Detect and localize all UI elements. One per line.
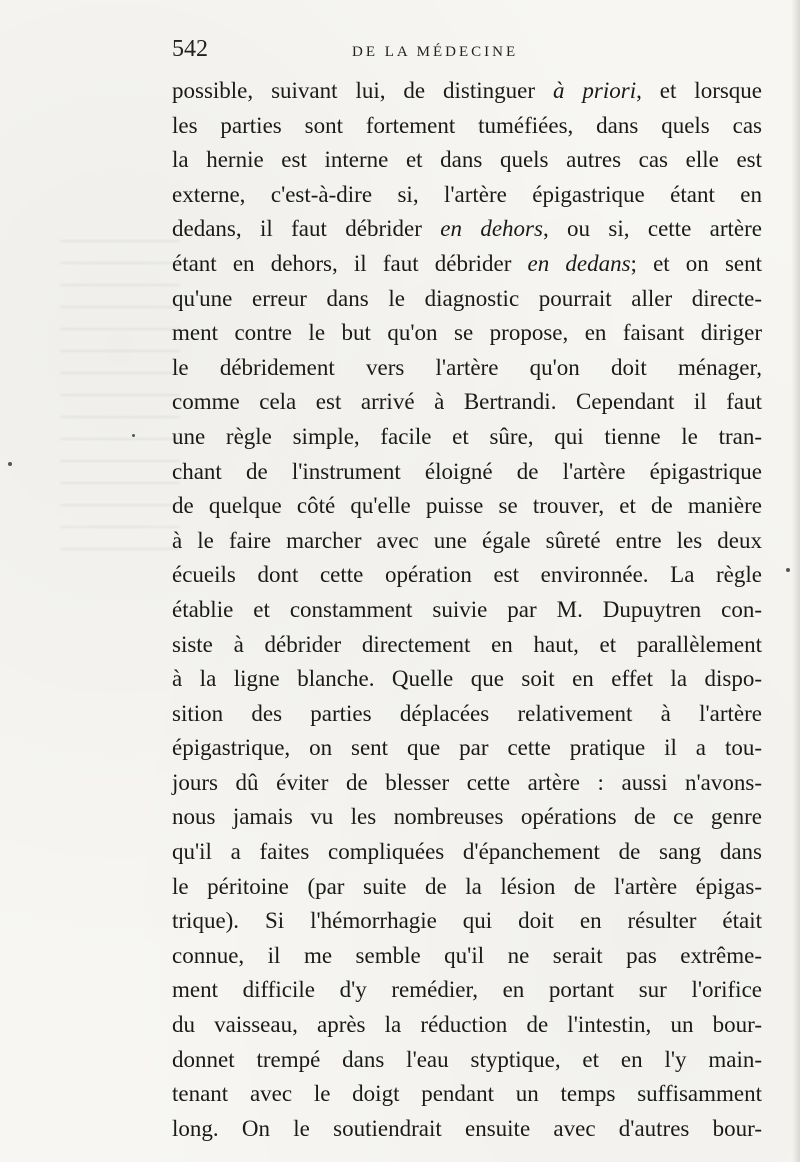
- text-line: le débridement vers l'artère qu'on doit ménager,: [172, 354, 762, 380]
- text-line: ment contre le but qu'on se propose, en faisant diriger: [172, 320, 762, 346]
- text-line: dedans, il faut débrider en dehors, ou si, cette artère: [172, 216, 762, 242]
- text-line: le péritoine (par suite de la lésion de l'artère épigas-: [172, 873, 762, 899]
- text-line: la hernie est interne et dans quels autres cas elle est: [172, 147, 762, 173]
- text-line: connue, il me semble qu'il ne serait pas extrême-: [172, 942, 762, 968]
- text-line: tenant avec le doigt pendant un temps suffisamment: [172, 1081, 762, 1107]
- text-line: à le faire marcher avec une égale sûreté entre les deux: [172, 527, 762, 553]
- text-line: les parties sont fortement tuméfiées, dans quels cas: [172, 112, 762, 138]
- text-line: siste à débrider directement en haut, et parallèlement: [172, 631, 762, 657]
- bleed-through-shadow: [60, 240, 180, 560]
- text-line: une règle simple, facile et sûre, qui tienne le tran-: [172, 423, 762, 449]
- text-line: donnet trempé dans l'eau styptique, et en l'y main-: [172, 1046, 762, 1072]
- text-line: écueils dont cette opération est environnée. La règle: [172, 562, 762, 588]
- text-line: à la ligne blanche. Quelle que soit en effet la dispo-: [172, 666, 762, 692]
- text-line: chant de l'instrument éloigné de l'artère épigastrique: [172, 458, 762, 484]
- speck-mark: [8, 462, 12, 466]
- page-number: 542: [172, 36, 208, 62]
- running-title: DE LA MÉDECINE: [352, 44, 519, 60]
- body-text: [172, 74, 762, 1146]
- text-line: établie et constamment suivie par M. Dupuytren con-: [172, 596, 762, 622]
- text-line: externe, c'est-à-dire si, l'artère épigastrique étant en: [172, 181, 762, 207]
- text-line: de quelque côté qu'elle puisse se trouver, et de manière: [172, 493, 762, 519]
- text-line: long. On le soutiendrait ensuite avec d'autres bour-: [172, 1115, 762, 1141]
- speck-mark: [132, 434, 135, 437]
- text-line: épigastrique, on sent que par cette pratique il a tou-: [172, 735, 762, 761]
- text-line: qu'il a faites compliquées d'épanchement de sang dans: [172, 839, 762, 865]
- page-header: [172, 36, 762, 66]
- text-line: possible, suivant lui, de distinguer à priori, et lorsque: [172, 78, 763, 103]
- text-line: trique). Si l'hémorrhagie qui doit en résulter était: [172, 908, 762, 934]
- text-line: jours dû éviter de blesser cette artère : aussi n'avons-: [172, 769, 762, 795]
- text-line: ment difficile d'y remédier, en portant sur l'orifice: [172, 977, 762, 1003]
- text-line: sition des parties déplacées relativement à l'artère: [172, 700, 762, 726]
- speck-mark: [786, 568, 790, 572]
- text-line: du vaisseau, après la réduction de l'intestin, un bour-: [172, 1012, 762, 1038]
- text-line: nous jamais vu les nombreuses opérations de ce genre: [172, 804, 762, 830]
- text-line: comme cela est arrivé à Bertrandi. Cependant il faut: [172, 389, 762, 415]
- text-line: étant en dehors, il faut débrider en dedans; et on sent: [172, 250, 763, 276]
- text-line: qu'une erreur dans le diagnostic pourrait aller directe-: [172, 285, 762, 311]
- page-edge-shadow: [792, 0, 800, 1162]
